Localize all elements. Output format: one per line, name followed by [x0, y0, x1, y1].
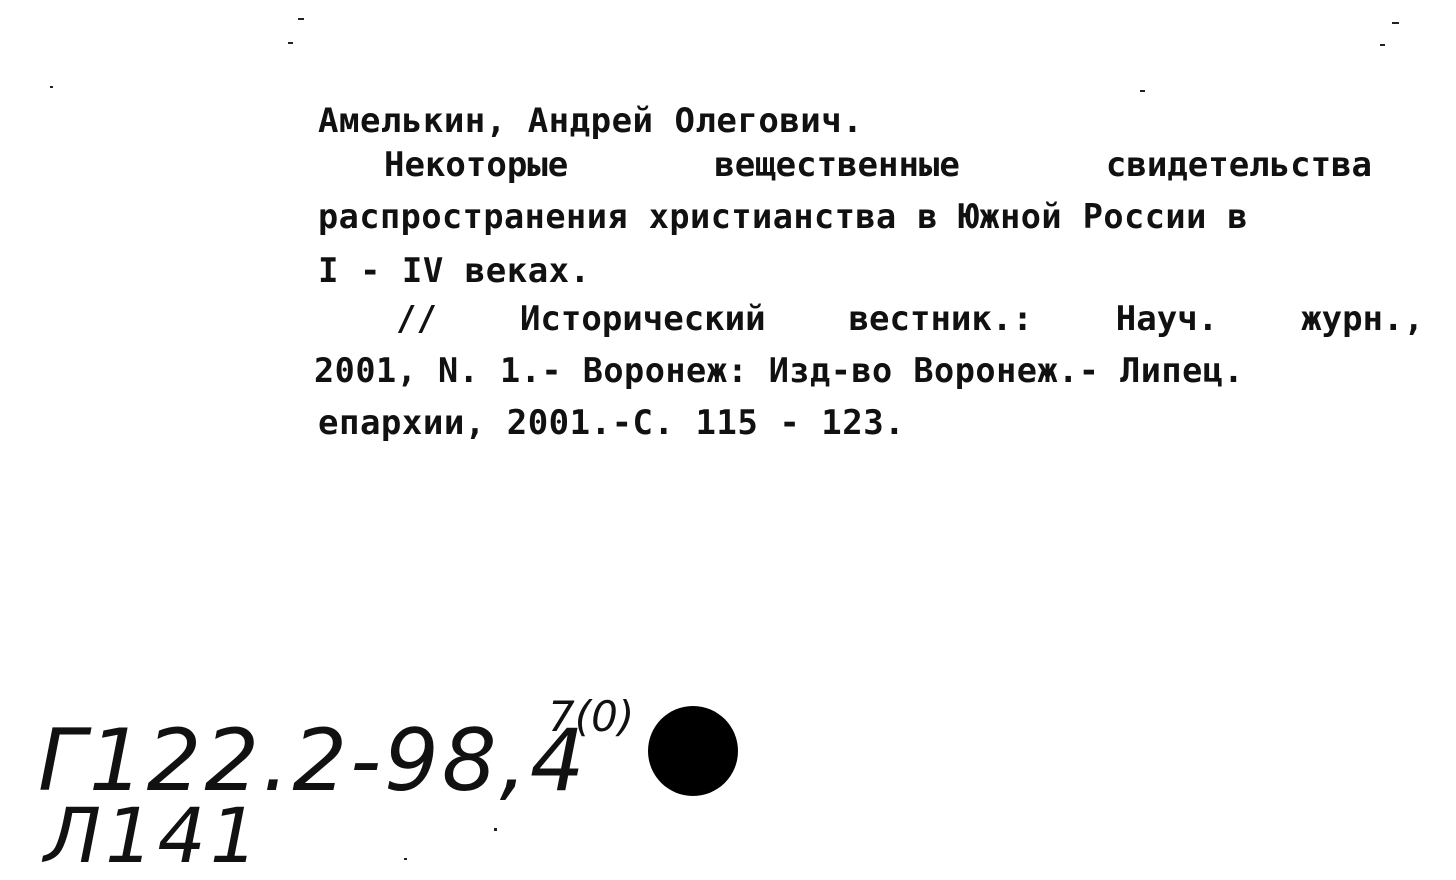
scan-speck — [298, 18, 304, 20]
scan-speck — [404, 858, 407, 860]
scan-speck — [1392, 22, 1399, 24]
title-word: свидетельства — [1105, 145, 1372, 185]
scan-speck — [1380, 44, 1385, 46]
scan-speck — [494, 828, 497, 831]
source-line-3: епархии, 2001.-С. 115 - 123. — [318, 403, 906, 443]
shelf-mark: Г122.2-98,4 — [38, 711, 588, 811]
cutter-mark: Л141 — [44, 791, 263, 880]
title-line-1 — [384, 140, 1372, 190]
scan-speck — [1140, 90, 1145, 92]
source-line-2: 2001, N. 1.- Воронеж: Изд-во Воронеж.- Липец. — [314, 351, 1245, 390]
title-word: вещественные — [714, 145, 960, 185]
source-word: Исторический — [519, 299, 766, 339]
source-word: Науч. — [1115, 299, 1219, 339]
source-word: журн., — [1301, 299, 1424, 339]
title-word: Некоторые — [384, 145, 569, 185]
author-heading: Амелькин, Андрей Олегович. — [318, 101, 864, 141]
title-line-2: распространения христианства в Южной России в — [318, 197, 1249, 236]
source-word: вестник.: — [848, 299, 1033, 339]
title-line-3: I - IV веках. — [318, 251, 591, 291]
scan-speck — [50, 86, 53, 88]
black-dot-mark — [648, 706, 738, 796]
shelf-mark-superscript: 7(0) — [548, 692, 635, 741]
source-word: // — [396, 299, 437, 339]
scan-speck — [288, 42, 293, 44]
source-line-1 — [396, 294, 1424, 344]
